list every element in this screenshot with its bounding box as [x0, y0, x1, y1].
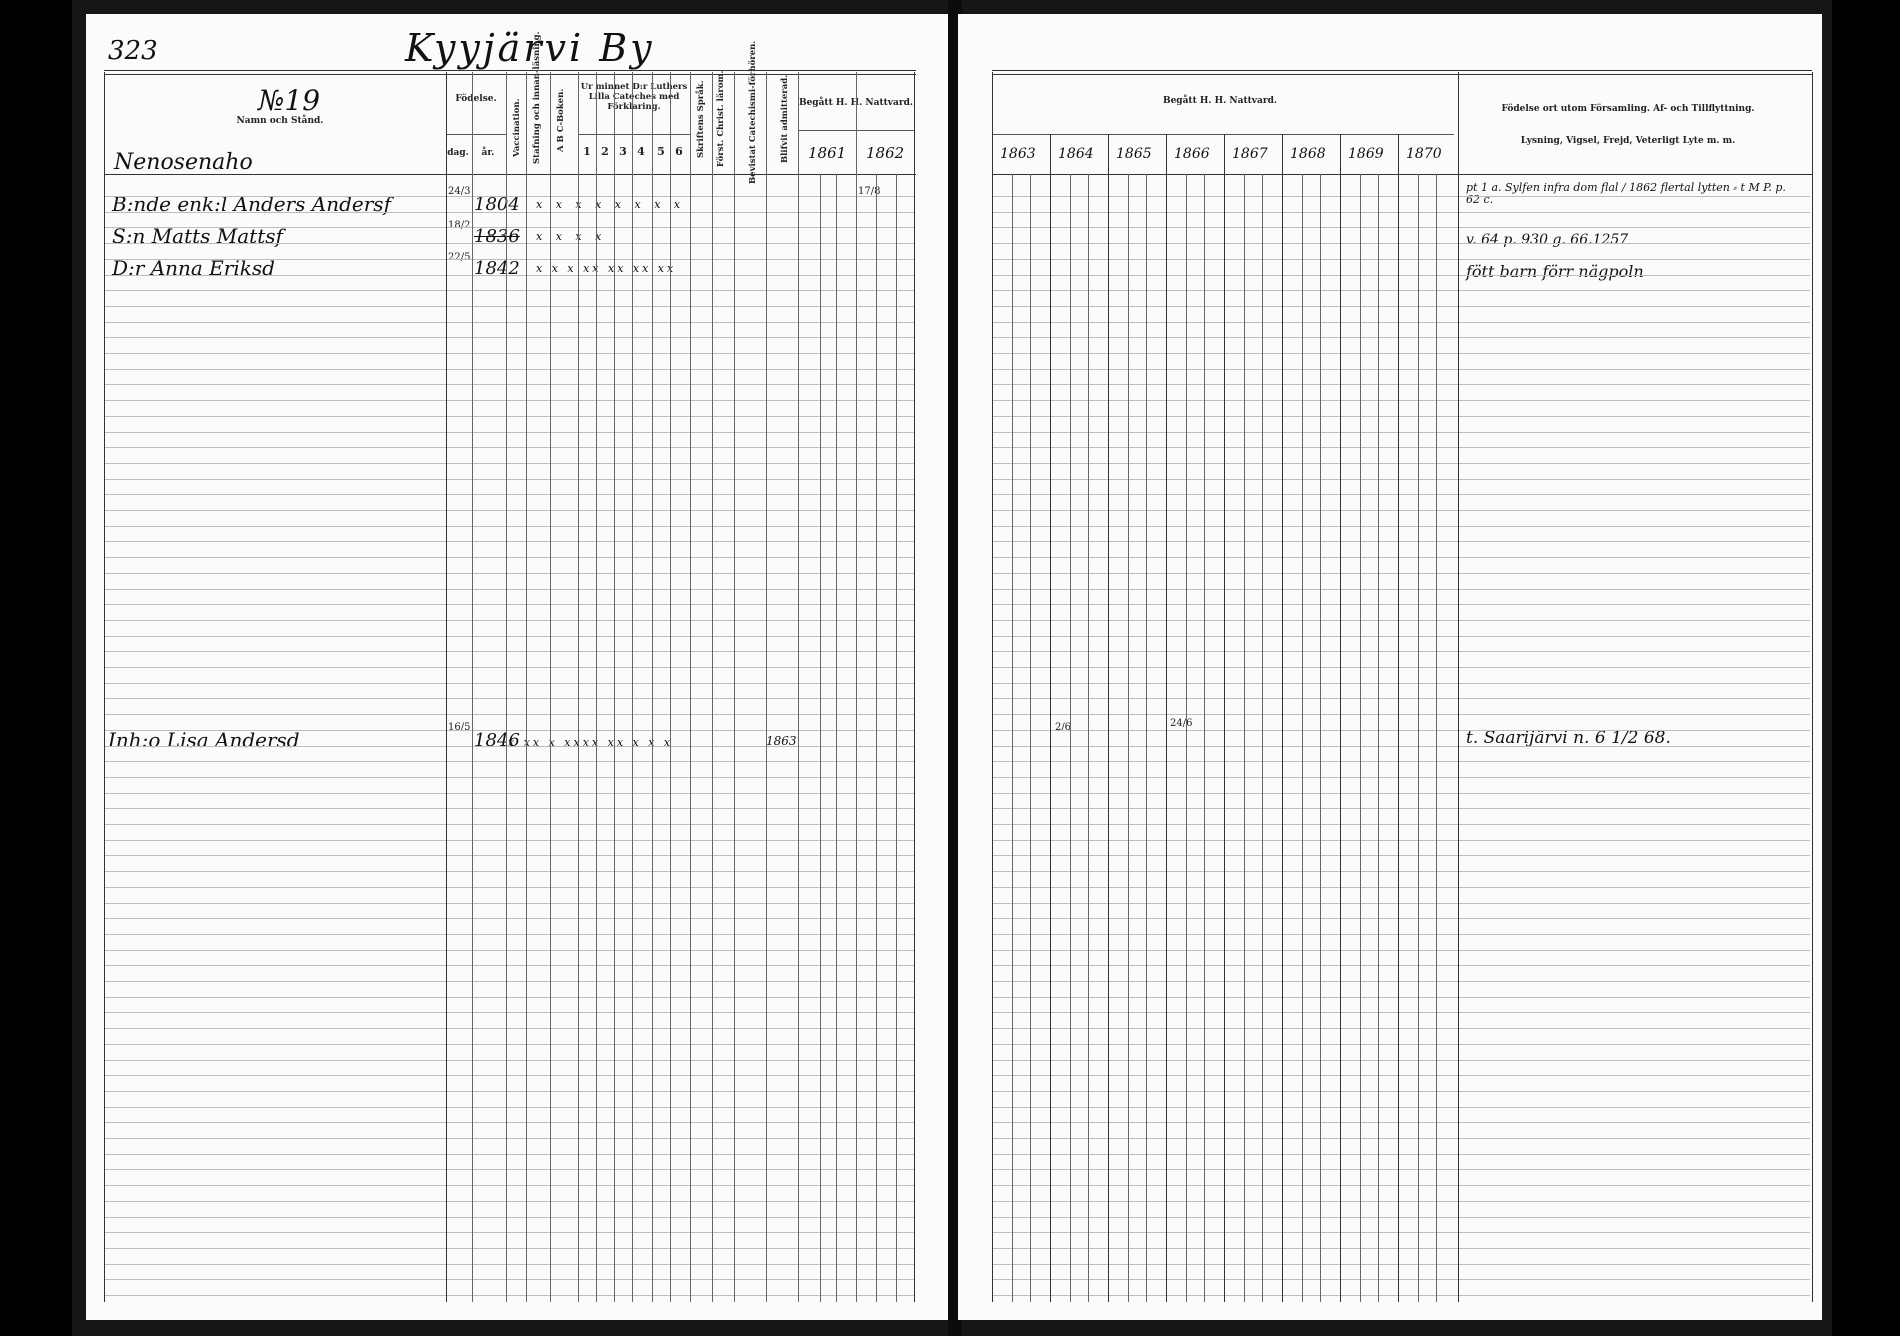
- entry-communion-1864: 2/6: [1054, 722, 1072, 733]
- ruled-line: [104, 275, 914, 276]
- year-label: 1868: [1290, 146, 1326, 162]
- ruled-line: [992, 353, 1810, 354]
- ruled-line: [992, 1154, 1810, 1155]
- ruled-line: [992, 761, 1810, 762]
- col-header-remarks-1: Födelse ort utom Församling. Af- och Tillflyttning.: [1501, 104, 1755, 114]
- column-line: [1128, 174, 1129, 1302]
- column-line: [596, 72, 597, 1302]
- entry-birth-day: 16/5: [448, 722, 471, 733]
- ruled-line: [104, 479, 914, 480]
- ruled-line: [992, 667, 1810, 668]
- ruled-line: [104, 1264, 914, 1265]
- ruled-line: [104, 1107, 914, 1108]
- entry-marks: x xx x xxxx xx x x x: [508, 736, 674, 749]
- catechism-number: 6: [675, 145, 683, 158]
- ruled-line: [992, 934, 1810, 935]
- ruled-line: [104, 447, 914, 448]
- ruled-line: [104, 1044, 914, 1045]
- ruled-line: [992, 322, 1810, 323]
- column-line: [1360, 174, 1361, 1302]
- ruled-line: [104, 1201, 914, 1202]
- ruled-line: [992, 275, 1810, 276]
- ruled-line: [104, 337, 914, 338]
- ruled-line: [992, 1107, 1810, 1108]
- entry-name: Inh:o Lisa Andersd: [108, 728, 300, 752]
- ruled-line: [992, 698, 1810, 699]
- col-header-vaccination: Vaccination.: [512, 98, 522, 158]
- year-1862: 1862: [866, 144, 905, 162]
- ruled-line: [992, 714, 1810, 715]
- col-header-admitted: Blifvit admitterad.: [780, 74, 790, 164]
- ruled-line: [104, 227, 914, 228]
- ruled-line: [992, 510, 1810, 511]
- entry-remark: t. Saarijärvi n. 6 1/2 68.: [1466, 728, 1671, 748]
- ruled-line: [992, 557, 1810, 558]
- ruled-line: [104, 981, 914, 982]
- ruled-line: [992, 447, 1810, 448]
- ruled-line: [992, 887, 1810, 888]
- entry-birth-year: 1846: [474, 730, 520, 751]
- ruled-line: [992, 1122, 1810, 1123]
- ruled-line: [992, 494, 1810, 495]
- column-line: [1436, 174, 1437, 1302]
- catechism-number: 4: [637, 145, 645, 158]
- entry-name: D:r Anna Eriksd: [112, 256, 275, 280]
- col-header-name: Namn och Stånd.: [236, 116, 324, 126]
- ruled-line: [104, 463, 914, 464]
- ruled-line: [104, 997, 914, 998]
- ruled-line: [992, 997, 1810, 998]
- book-edge-right: [1832, 0, 1900, 1336]
- ruled-line: [992, 651, 1810, 652]
- ruled-line: [992, 479, 1810, 480]
- column-line: [1244, 174, 1245, 1302]
- col-header-catechism: Ur minnet D:r Luthers Lilla Cateches med Förklaring.: [580, 82, 688, 112]
- col-header-communion-left: Begått H. H. Nattvard.: [798, 98, 914, 108]
- ruled-line: [104, 1028, 914, 1029]
- column-line: [1050, 134, 1051, 1302]
- column-line: [1012, 174, 1013, 1302]
- entry-marks: x x x x: [536, 230, 607, 243]
- ruled-line: [104, 573, 914, 574]
- ruled-line: [104, 1138, 914, 1139]
- entry-remark: pt 1 a. Sylfen infra dom flal / 1862 flertal lytten ⸗ t M P. p. 62 c.: [1466, 181, 1786, 206]
- year-label: 1867: [1232, 146, 1268, 162]
- catechism-number: 2: [601, 145, 609, 158]
- column-line: [734, 72, 735, 1302]
- column-line: [1204, 174, 1205, 1302]
- col-header-birth: Födelse.: [455, 94, 497, 104]
- ruled-line: [992, 212, 1810, 213]
- column-line: [446, 72, 447, 1302]
- ruled-line: [992, 1264, 1810, 1265]
- ruled-line: [104, 808, 914, 809]
- ruled-line: [992, 824, 1810, 825]
- ruled-line: [104, 1060, 914, 1061]
- ruled-line: [104, 855, 914, 856]
- ruled-line: [992, 1091, 1810, 1092]
- header-bottom-rule: [992, 174, 1812, 175]
- column-line: [1224, 134, 1225, 1302]
- ruled-line: [992, 903, 1810, 904]
- ruled-line: [104, 871, 914, 872]
- ruled-line: [992, 416, 1810, 417]
- entry-communion: 17/8: [858, 186, 881, 197]
- column-line: [104, 72, 105, 1302]
- ruled-line: [992, 1185, 1810, 1186]
- ruled-line: [992, 259, 1810, 260]
- ruled-line: [992, 400, 1810, 401]
- village-heading: Kyyjärvi By: [405, 26, 655, 70]
- column-line: [1282, 134, 1283, 1302]
- ruled-line: [104, 243, 914, 244]
- ruled-line: [992, 871, 1810, 872]
- ruled-line: [104, 353, 914, 354]
- column-line: [1418, 174, 1419, 1302]
- ruled-line: [992, 855, 1810, 856]
- column-line: [1146, 174, 1147, 1302]
- column-line: [1812, 72, 1813, 1302]
- column-line: [896, 174, 897, 1302]
- column-line: [1378, 174, 1379, 1302]
- ruled-line: [104, 259, 914, 260]
- ruled-line: [104, 793, 914, 794]
- entry-birth-day: 22/5: [448, 252, 471, 263]
- ruled-line: [104, 683, 914, 684]
- ruled-line: [992, 1028, 1810, 1029]
- ruled-line: [992, 620, 1810, 621]
- col-header-communion-right: Begått H. H. Nattvard.: [1162, 96, 1278, 106]
- ruled-line: [992, 463, 1810, 464]
- ruled-line: [104, 1091, 914, 1092]
- ruled-line: [104, 950, 914, 951]
- ruled-line: [992, 196, 1810, 197]
- column-line: [690, 72, 691, 1302]
- entry-birth-year: 1836: [474, 226, 520, 247]
- ruled-line: [104, 1279, 914, 1280]
- ruled-line: [992, 793, 1810, 794]
- ruled-line: [104, 322, 914, 323]
- ruled-line: [104, 526, 914, 527]
- ruled-line: [104, 1295, 914, 1296]
- column-line: [856, 72, 857, 1302]
- entry-marks: x x x x x x x x: [536, 198, 686, 211]
- ruled-line: [104, 494, 914, 495]
- ruled-line: [992, 1060, 1810, 1061]
- entry-remark: v. 64 p. 930 g. 66.1257: [1466, 232, 1629, 248]
- ruled-line: [992, 243, 1810, 244]
- entry-birth-year: 1804: [474, 194, 520, 215]
- col-header-reading: Stafning och innan-läsning.: [532, 31, 542, 164]
- ruled-line: [992, 730, 1810, 731]
- ruled-line: [992, 918, 1810, 919]
- column-line: [472, 72, 473, 1302]
- year-label: 1865: [1116, 146, 1152, 162]
- ruled-line: [992, 290, 1810, 291]
- ruled-line: [104, 1248, 914, 1249]
- ruled-line: [992, 1169, 1810, 1170]
- catechism-number: 3: [619, 145, 627, 158]
- column-line: [1088, 174, 1089, 1302]
- ruled-line: [104, 698, 914, 699]
- ruled-line: [992, 1012, 1810, 1013]
- col-header-christ: Först. Christ. lärom.: [716, 70, 726, 168]
- header-sub-rule: [578, 134, 690, 135]
- catechism-number: 1: [583, 145, 591, 158]
- year-label: 1864: [1058, 146, 1094, 162]
- ruled-line: [992, 1295, 1810, 1296]
- header-sub-rule: [992, 134, 1454, 135]
- year-label: 1870: [1406, 146, 1442, 162]
- column-line: [876, 174, 877, 1302]
- ruled-line: [992, 589, 1810, 590]
- ruled-line: [104, 1217, 914, 1218]
- entry-remark: fött barn förr nägpoln: [1466, 262, 1644, 281]
- column-line: [614, 72, 615, 1302]
- ruled-line: [104, 965, 914, 966]
- ruled-line: [992, 1232, 1810, 1233]
- column-line: [836, 174, 837, 1302]
- column-line: [632, 72, 633, 1302]
- entry-birth-year: 1842: [474, 258, 520, 279]
- entry-communion-1866: 24/6: [1170, 718, 1193, 729]
- catechism-number: 5: [657, 145, 665, 158]
- ruled-line: [104, 777, 914, 778]
- column-line: [798, 72, 799, 1302]
- ruled-line: [104, 824, 914, 825]
- column-line: [1302, 174, 1303, 1302]
- ruled-line: [104, 196, 914, 197]
- year-label: 1866: [1174, 146, 1210, 162]
- ruled-line: [104, 604, 914, 605]
- ruled-line: [992, 337, 1810, 338]
- ruled-line: [104, 212, 914, 213]
- entry-marks: x x x xx xx xx xx: [536, 262, 677, 275]
- ruled-line: [104, 1122, 914, 1123]
- column-line: [526, 72, 527, 1302]
- ruled-line: [104, 620, 914, 621]
- column-line: [712, 72, 713, 1302]
- ruled-line: [104, 714, 914, 715]
- column-line: [670, 72, 671, 1302]
- ruled-line: [104, 557, 914, 558]
- column-line: [1070, 174, 1071, 1302]
- ruled-line: [992, 306, 1810, 307]
- farm-name: Nenosenaho: [114, 150, 253, 175]
- column-line: [766, 72, 767, 1302]
- ruled-line: [104, 1169, 914, 1170]
- ruled-line: [104, 290, 914, 291]
- ruled-line: [104, 730, 914, 731]
- ruled-line: [992, 965, 1810, 966]
- ruled-line: [104, 432, 914, 433]
- entry-name: B:nde enk:l Anders Andersf: [112, 192, 391, 216]
- column-line: [992, 72, 993, 1302]
- ruled-line: [992, 526, 1810, 527]
- ruled-line: [992, 604, 1810, 605]
- ruled-line: [104, 306, 914, 307]
- ruled-line: [992, 227, 1810, 228]
- table-top-rule: [992, 74, 1812, 75]
- column-line: [1398, 134, 1399, 1302]
- col-header-birth-year: år.: [481, 148, 495, 158]
- col-header-catechism-hearing: Bevistat Catechismi-förhören.: [748, 40, 758, 184]
- ruled-line: [992, 683, 1810, 684]
- ruled-line: [104, 636, 914, 637]
- entry-birth-day: 18/2: [448, 220, 471, 231]
- header-sub-rule: [446, 134, 506, 135]
- ruled-line: [992, 1201, 1810, 1202]
- ruled-line: [104, 761, 914, 762]
- ruled-line: [104, 510, 914, 511]
- ruled-line: [992, 1248, 1810, 1249]
- book-edge-left: [0, 0, 72, 1336]
- ruled-line: [992, 1044, 1810, 1045]
- column-line: [1108, 134, 1109, 1302]
- household-number: №19: [258, 84, 321, 117]
- ruled-line: [104, 369, 914, 370]
- ruled-line: [104, 667, 914, 668]
- ruled-line: [104, 746, 914, 747]
- col-header-scripture: Skriftens Språk.: [696, 80, 706, 158]
- ruled-line: [104, 918, 914, 919]
- header-bottom-rule: [104, 174, 916, 175]
- table-top-rule: [992, 70, 1812, 71]
- ruled-line: [992, 432, 1810, 433]
- ruled-line: [992, 746, 1810, 747]
- column-line: [652, 72, 653, 1302]
- column-line: [506, 72, 507, 1302]
- ruled-line: [104, 541, 914, 542]
- ruled-line: [104, 934, 914, 935]
- column-line: [820, 174, 821, 1302]
- table-top-rule: [104, 74, 916, 75]
- ruled-line: [104, 903, 914, 904]
- col-header-remarks-2: Lysning, Vigsel, Frejd, Veterligt Lyte m. m.: [1520, 136, 1736, 146]
- ruled-line: [104, 1012, 914, 1013]
- ruled-line: [992, 808, 1810, 809]
- col-header-abc: A B C-Boken.: [556, 88, 566, 152]
- ruled-line: [992, 541, 1810, 542]
- ruled-line: [992, 1138, 1810, 1139]
- column-line: [1166, 134, 1167, 1302]
- ruled-line: [104, 416, 914, 417]
- ruled-line: [992, 777, 1810, 778]
- column-line: [914, 72, 915, 1302]
- ruled-line: [992, 636, 1810, 637]
- ruled-line: [104, 840, 914, 841]
- ruled-line: [104, 1154, 914, 1155]
- ruled-line: [992, 1279, 1810, 1280]
- ruled-line: [992, 573, 1810, 574]
- entry-birth-day: 24/3: [448, 186, 471, 197]
- entry-name: S:n Matts Mattsf: [112, 224, 283, 248]
- column-line: [1320, 174, 1321, 1302]
- column-line: [1262, 174, 1263, 1302]
- year-1861: 1861: [808, 144, 847, 162]
- column-line: [1030, 174, 1031, 1302]
- ruled-line: [992, 369, 1810, 370]
- ruled-line: [104, 651, 914, 652]
- col-header-birth-day: dag.: [447, 148, 469, 158]
- column-line: [1458, 72, 1459, 1302]
- ruled-line: [992, 950, 1810, 951]
- column-line: [1186, 174, 1187, 1302]
- ruled-line: [104, 1185, 914, 1186]
- ruled-line: [992, 1217, 1810, 1218]
- ruled-line: [992, 840, 1810, 841]
- table-top-rule: [104, 70, 916, 71]
- ruled-line: [992, 981, 1810, 982]
- ruled-line: [104, 887, 914, 888]
- entry-admitted: 1863: [766, 734, 797, 748]
- ruled-line: [992, 384, 1810, 385]
- year-label: 1863: [1000, 146, 1036, 162]
- column-line: [1340, 134, 1341, 1302]
- ruled-line: [104, 384, 914, 385]
- ruled-line: [104, 400, 914, 401]
- column-line: [578, 72, 579, 1302]
- ruled-line: [104, 1232, 914, 1233]
- year-label: 1869: [1348, 146, 1384, 162]
- column-line: [550, 72, 551, 1302]
- ruled-line: [104, 1075, 914, 1076]
- page-number: 323: [108, 36, 158, 66]
- ruled-line: [104, 589, 914, 590]
- ruled-line: [992, 1075, 1810, 1076]
